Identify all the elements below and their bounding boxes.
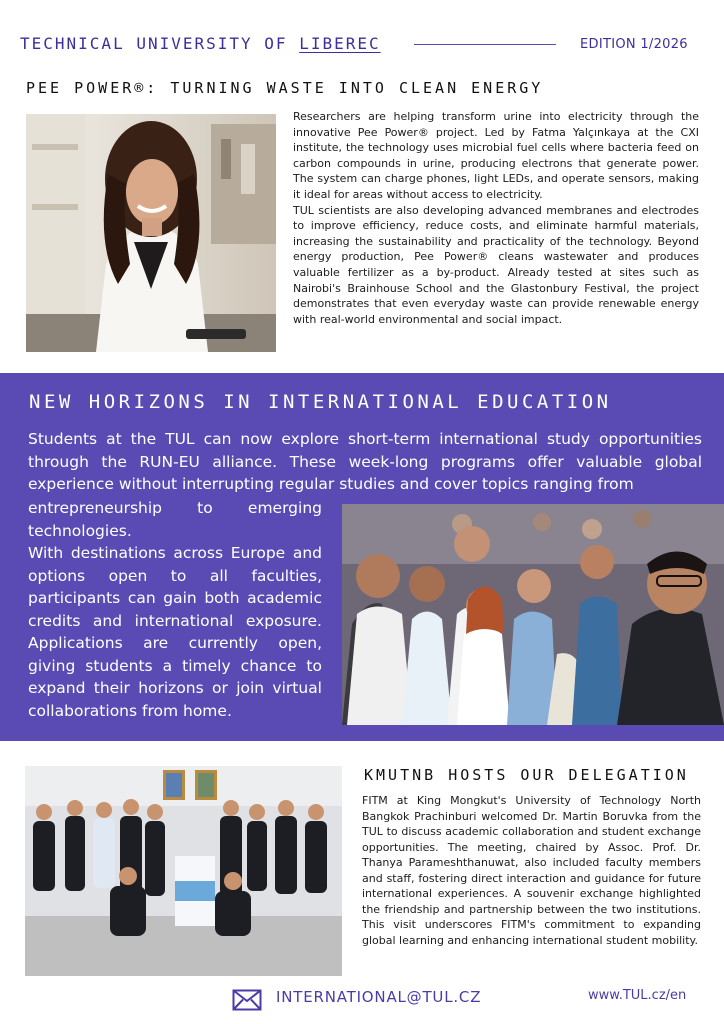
pee-power-heading: PEE POWER®: TURNING WASTE INTO CLEAN ENERGY <box>26 79 544 97</box>
website-link[interactable]: www.TUL.cz/en <box>588 988 687 1003</box>
international-education-body <box>28 497 322 722</box>
pee-power-paragraph-1: Researchers are helping transform urine into electricity through the innovative Pee Power® project. Led by Fatma Yalçınkaya at the CXI institute, the technology uses microbial fuel cells where bacteria feed on carbon compounds in urine, producing electrons that generate power. The system can charge phones, light LEDs, and operate sensors, making it ideal for areas without access to electricity. <box>293 110 699 201</box>
university-name <box>20 34 381 53</box>
international-education-lead: Students at the TUL can now explore short-term international study opportunities through the RUN-EU alliance. These week-long programs offer valuable global experience without interrupting regular studies and cover topics ranging from <box>28 430 702 493</box>
international-education-paragraph-2: With destinations across Europe and options open to all faculties, participants can gain both academic credits and international exposure. Applications are currently open, giving students a timely chance to expand their horizons or join virtual collaborations from home. <box>28 544 322 720</box>
contact-email-link[interactable]: INTERNATIONAL@TUL.CZ <box>276 988 482 1006</box>
header-divider <box>414 44 556 45</box>
edition-label: EDITION 1/2026 <box>580 37 688 52</box>
international-education-heading: NEW HORIZONS IN INTERNATIONAL EDUCATION <box>29 391 612 413</box>
researcher-photo <box>26 114 276 352</box>
pee-power-paragraph-2: TUL scientists are also developing advanced membranes and electrodes to improve efficiency, reduce costs, and eliminate harmful materials, increasing the sustainability and practicality of the technology. Beyond energy production, Pee Power® cleans wastewater and produces valuable fertilizer as a by-product. Already tested at sites such as Nairobi's Brainhouse School and the Glastonbury Festival, the project demonstrates that even everyday waste can provide renewable energy with real-world environmental and social impact. <box>293 203 699 326</box>
international-education-continuation: entrepreneurship to emerging technologies. <box>28 499 322 540</box>
brand-city: LIBEREC <box>299 34 381 53</box>
delegation-photo <box>25 766 342 976</box>
brand-prefix: TECHNICAL UNIVERSITY OF <box>20 34 300 53</box>
envelope-icon <box>232 989 262 1011</box>
kmutnb-article: FITM at King Mongkut's University of Technology North Bangkok Prachinburi welcomed Dr. Martin Boruvka from the TUL to discuss academic collaboration and student exchange opportunities. The meeting, chaired by Assoc. Prof. Dr. Thanya Parameshthanuwat, also included faculty members and staff, fostering direct interaction and guidance for future international experiences. A souvenir exchange highlighted the friendship and partnership between the two institutions. This visit underscores FITM's commitment to expanding global learning and enhancing international student mobility. <box>362 794 701 947</box>
kmutnb-heading: KMUTNB HOSTS OUR DELEGATION <box>364 766 689 784</box>
students-group-photo <box>342 504 724 725</box>
pee-power-article <box>293 109 699 327</box>
